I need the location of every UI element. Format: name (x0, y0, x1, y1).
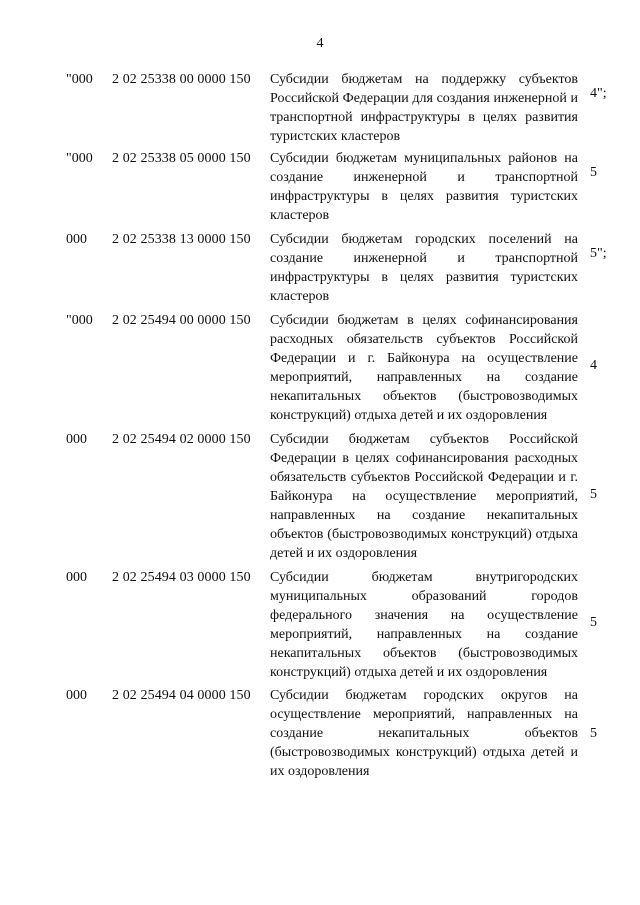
code-prefix: "000 (66, 72, 93, 87)
code-prefix: 000 (66, 688, 87, 703)
page-number: 4 (316, 36, 324, 51)
value: 5 (590, 487, 597, 502)
code-prefix: 000 (66, 570, 87, 585)
budget-code: 2 02 25338 00 0000 150 (112, 72, 251, 87)
code-prefix: 000 (66, 232, 87, 247)
description: Субсидии бюджетам внутригородских муниципальных образований городов федерального значения на осуществление мероприятий, направленных на создание некапитальных объектов (быстровозводимых конструкций) отдыха детей и их оздоровления (270, 570, 578, 680)
value: 5"; (590, 246, 607, 261)
description: Субсидии бюджетам субъектов Российской Федерации в целях софинансирования расходных обязательств субъектов Российской Федерации и г. Байконура на осуществление мероприятий, направленных на создание некапитальных объектов (быстровозводимых конструкций) отдыха детей и их оздоровления (270, 432, 578, 561)
budget-code: 2 02 25494 03 0000 150 (112, 570, 251, 585)
budget-code: 2 02 25338 13 0000 150 (112, 232, 251, 247)
budget-code: 2 02 25338 05 0000 150 (112, 151, 251, 166)
code-prefix: "000 (66, 151, 93, 166)
value: 5 (590, 615, 597, 630)
value: 4 (590, 358, 597, 373)
code-prefix: 000 (66, 432, 87, 447)
value: 4"; (590, 86, 607, 101)
budget-code: 2 02 25494 04 0000 150 (112, 688, 251, 703)
description: Субсидии бюджетам на поддержку субъектов Российской Федерации для создания инженерной и транспортной инфраструктуры в целях развития туристских кластеров (270, 72, 578, 144)
description: Субсидии бюджетам городских округов на осуществление мероприятий, направленных на создание некапитальных объектов (быстровозводимых конструкций) отдыха детей и их оздоровления (270, 688, 578, 779)
code-prefix: "000 (66, 313, 93, 328)
value: 5 (590, 165, 597, 180)
value: 5 (590, 726, 597, 741)
description: Субсидии бюджетам муниципальных районов на создание инженерной и транспортной инфраструктуры в целях развития туристских кластеров (270, 151, 578, 223)
description: Субсидии бюджетам в целях софинансирования расходных обязательств субъектов Российской Федерации и г. Байконура на осуществление мероприятий, направленных на создание некапитальных объектов (быстровозводимых конструкций) отдыха детей и их оздоровления (270, 313, 578, 423)
description: Субсидии бюджетам городских поселений на создание инженерной и транспортной инфраструктуры в целях развития туристских кластеров (270, 232, 578, 304)
budget-code: 2 02 25494 02 0000 150 (112, 432, 251, 447)
budget-code: 2 02 25494 00 0000 150 (112, 313, 251, 328)
